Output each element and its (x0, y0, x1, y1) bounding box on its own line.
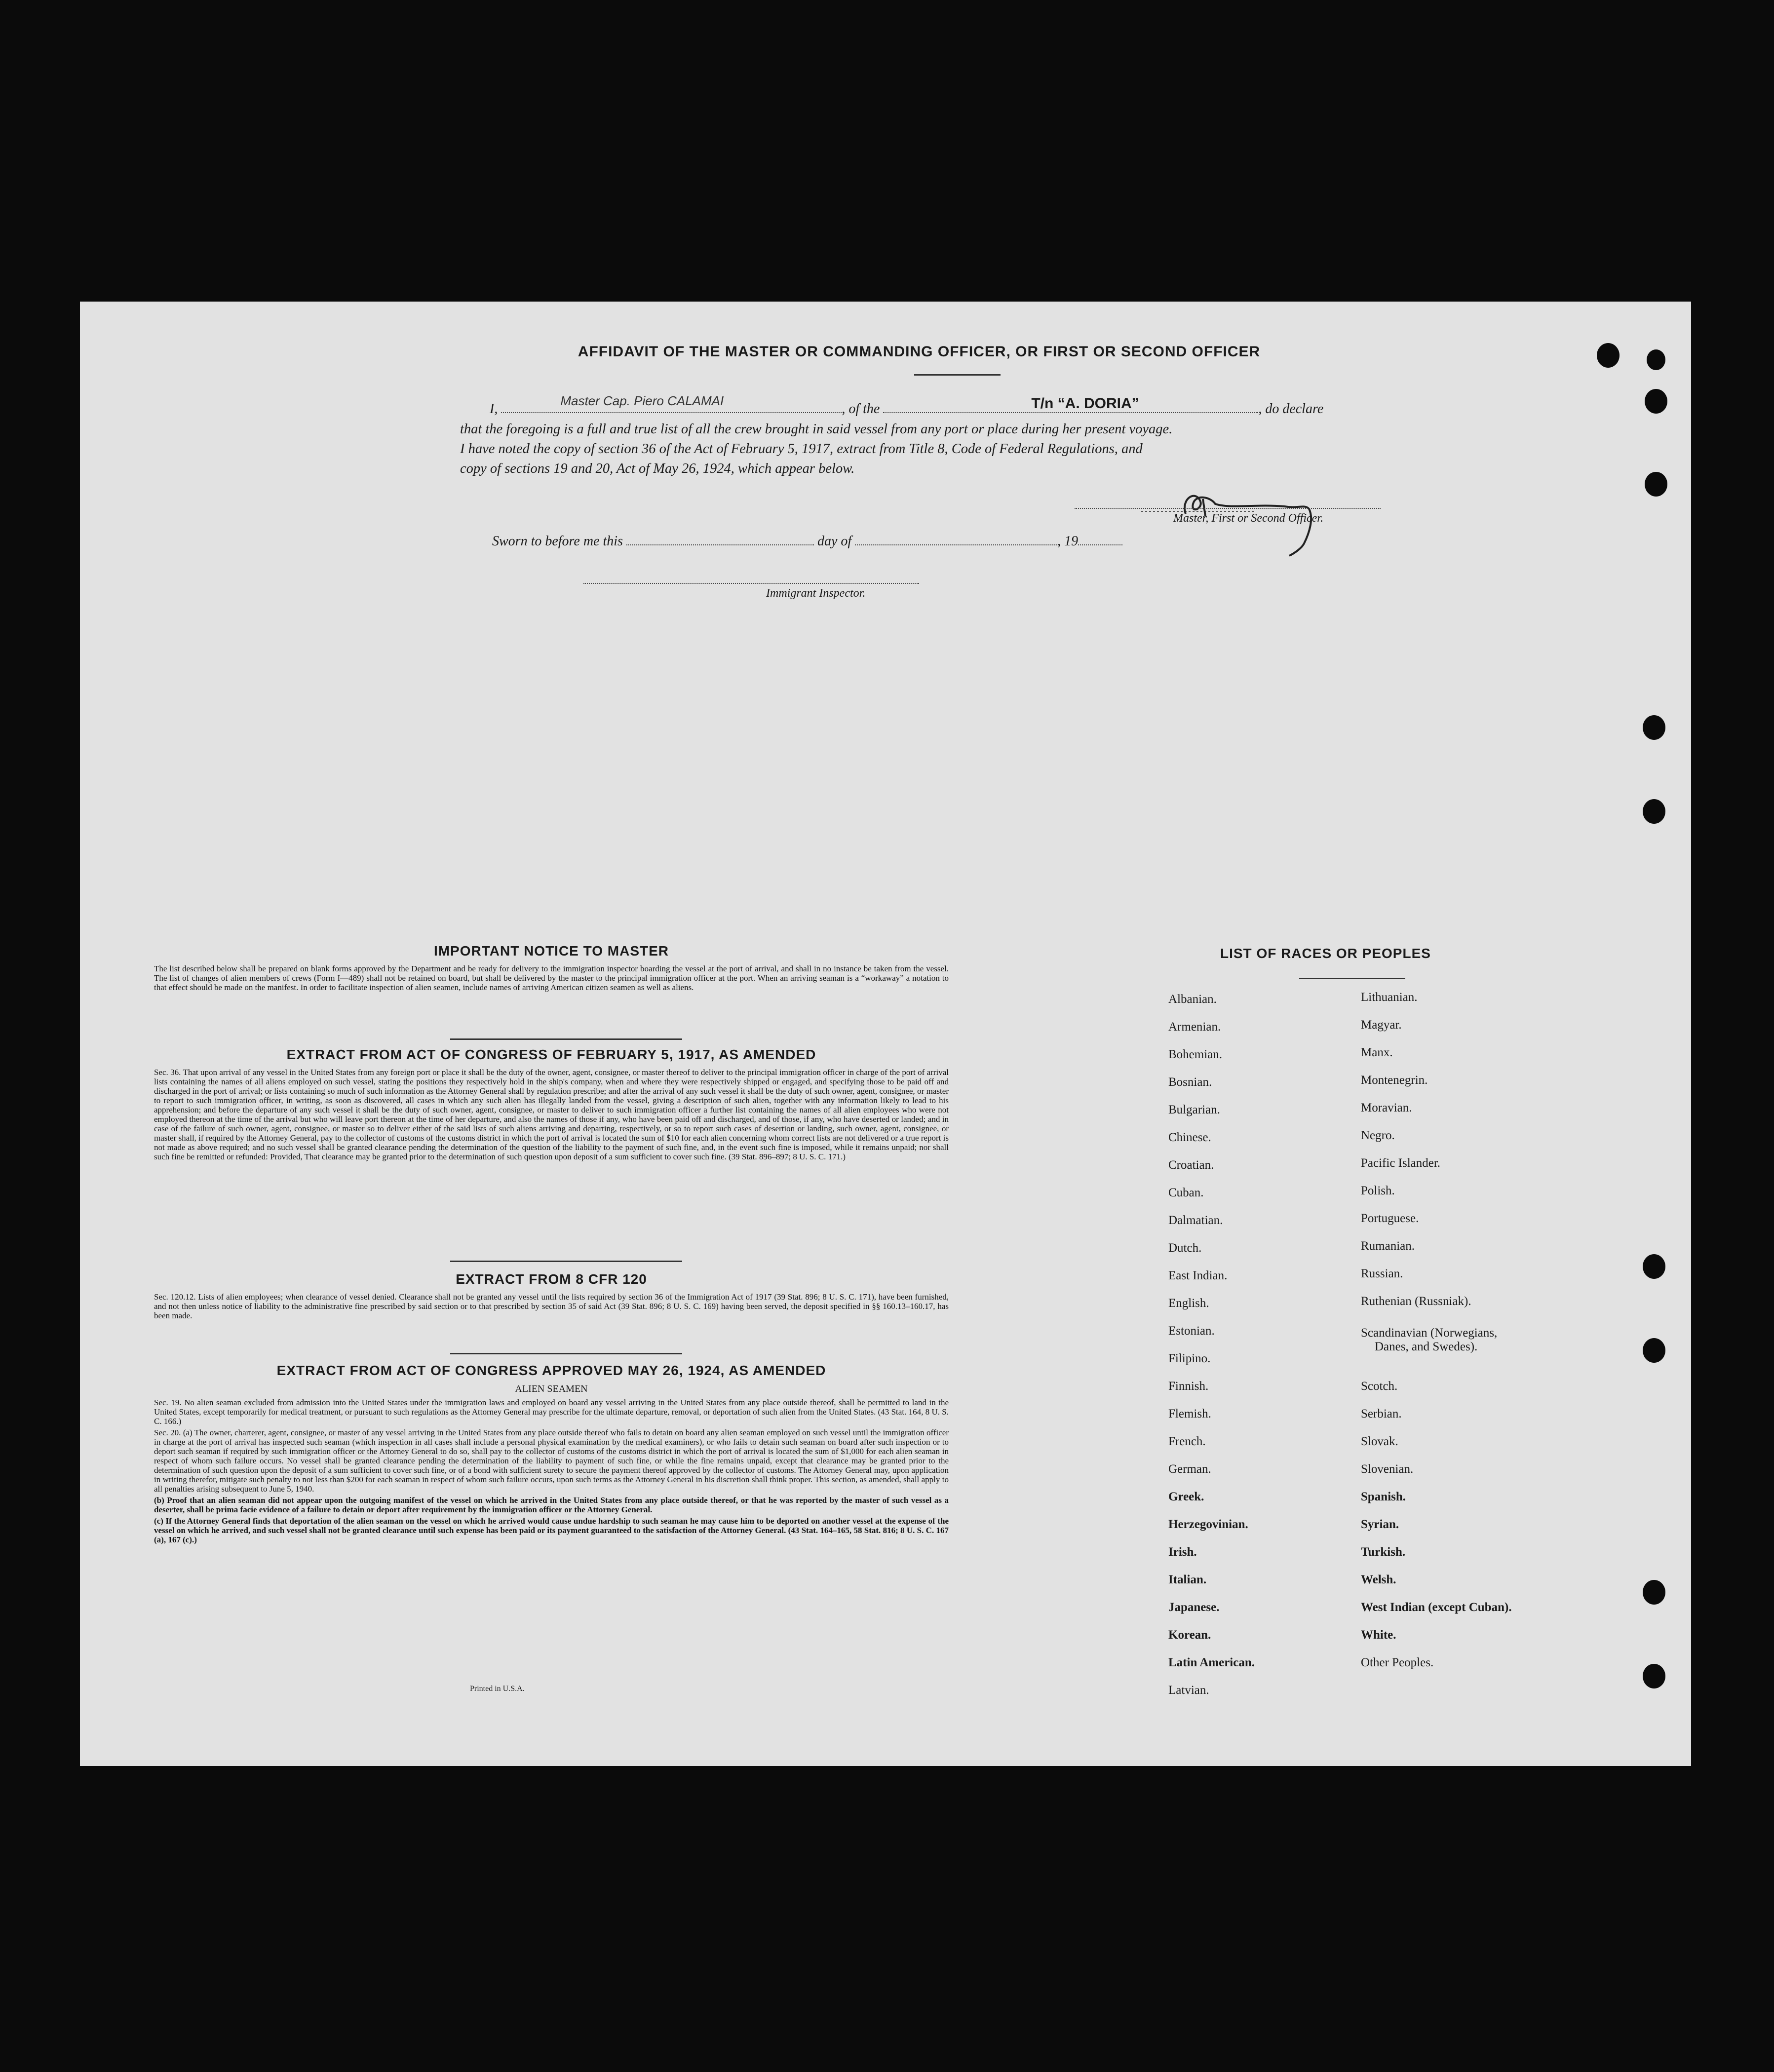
punch-hole (1643, 1580, 1665, 1605)
affidavit-line-1 (490, 393, 1467, 420)
sworn-line (492, 533, 1122, 549)
master-name-value: Master Cap. Piero CALAMAI (560, 393, 724, 408)
race-item: Estonian. (1168, 1324, 1215, 1338)
affidavit-line-4: copy of sections 19 and 20, Act of May 26, 1924, which appear below. (460, 461, 855, 476)
race-item: Other Peoples. (1361, 1656, 1434, 1669)
race-item: White. (1361, 1628, 1396, 1642)
race-item: Serbian. (1361, 1407, 1402, 1420)
title-rule (914, 374, 1001, 376)
punch-hole (1645, 389, 1667, 414)
race-item: Filipino. (1168, 1352, 1211, 1365)
extract-1924-title: EXTRACT FROM ACT OF CONGRESS APPROVED MAY 26, 1924, AS AMENDED (276, 1363, 826, 1378)
race-item: German. (1168, 1462, 1211, 1476)
race-item: Montenegrin. (1361, 1074, 1428, 1087)
do-declare-text: , do declare (1258, 401, 1324, 417)
notice-title: IMPORTANT NOTICE TO MASTER (433, 943, 669, 959)
extract-1924-section (154, 1363, 949, 1546)
race-item: Italian. (1168, 1573, 1207, 1586)
race-item: Greek. (1168, 1490, 1204, 1503)
race-item: Finnish. (1168, 1380, 1209, 1393)
race-item: Japanese. (1168, 1601, 1220, 1614)
race-item: Danes, and Swedes). (1375, 1340, 1478, 1353)
race-item: Welsh. (1361, 1573, 1396, 1586)
punch-hole (1643, 799, 1665, 824)
sworn-year-field (1078, 533, 1122, 545)
manifest-page (80, 302, 1691, 1766)
sworn-prefix: Sworn to before me this (492, 534, 623, 549)
sworn-date-field (626, 533, 814, 545)
inspector-line (583, 583, 919, 584)
race-item: Ruthenian (Russniak). (1361, 1295, 1471, 1308)
race-item: Dalmatian. (1168, 1214, 1223, 1227)
punch-hole (1643, 1664, 1665, 1688)
signature-line (1075, 508, 1381, 509)
race-item: French. (1168, 1435, 1206, 1448)
affidavit-title: AFFIDAVIT OF THE MASTER OR COMMANDING OFFICER, OR FIRST OR SECOND OFFICER (578, 344, 1261, 360)
race-item: Magyar. (1361, 1018, 1402, 1032)
extract-1924-sec20b: (b) Proof that an alien seaman did not appear upon the outgoing manifest of the vessel on which he arrived in the United States from any place outside thereof, or that he was reported by the master of such vessel as a deserter, shall be prima facie evidence of a failure to detain or deport after requirement by the immigration officer or the Attorney General. (154, 1496, 949, 1514)
races-title: LIST OF RACES OR PEOPLES (1220, 946, 1431, 961)
extract-cfr-title: EXTRACT FROM 8 CFR 120 (456, 1271, 647, 1287)
race-item: Cuban. (1168, 1186, 1204, 1199)
extract-1924-sec20c: (c) If the Attorney General finds that deportation of the alien seaman on the vessel on which he arrived would cause undue hardship to such seaman he may cause him to be deported on another vessel at the expense of the vessel on which he arrived, and such vessel shall not be granted clearance until such expense has been paid or its payment guaranteed to the satisfaction of the Attorney General. (43 Stat. 164–165, 58 Stat. 816; 8 U. S. C. 167 (a), 167 (c).) (154, 1516, 949, 1544)
race-item: Latin American. (1168, 1656, 1255, 1669)
extract-1924-sec20a: Sec. 20. (a) The owner, charterer, agent, consignee, or master of any vessel arriving in the United States from any place outside thereof who fails to detain on board any alien seaman employed on such vessel until the immigration officer in charge at the port of arrival has inspected such seaman (which inspection in all cases shall include a personal physical examination by the medical examiners), or who fails to detain such seaman on board after such inspection or to deport such seaman if required by such immigration officer or the Attorney General to do so, shall pay to the collector of customs of the customs district in which the port of arrival is located the sum of $1,000 for each alien seaman in respect of whom such failure occurs. No vessel shall be granted clearance pending the determination of the liability to payment of such fine, or while the fine remains unpaid, except that clearance may be granted prior to the determination of such question upon the deposit of a sum sufficient to cover such fine, or of a bond with sufficient surety to secure the payment thereof approved by the collector of customs. The Attorney General may, upon application in writing therefor, mitigate such penalty to not less than $200 for each seaman in respect of whom such failure occurs, upon such terms as the Attorney General in his discretion shall think proper. This section, as amended, shall apply to all penalties arising subsequent to June 5, 1940. (154, 1428, 949, 1494)
inspector-caption: Immigrant Inspector. (766, 587, 866, 600)
race-item: Moravian. (1361, 1101, 1412, 1114)
race-item: Croatian. (1168, 1158, 1214, 1172)
race-item: Turkish. (1361, 1545, 1406, 1559)
printed-in-usa: Printed in U.S.A. (470, 1685, 525, 1693)
race-item: East Indian. (1168, 1269, 1228, 1282)
punch-hole (1643, 1338, 1665, 1363)
race-item: Rumanian. (1361, 1239, 1415, 1253)
race-item: Dutch. (1168, 1241, 1202, 1255)
race-item: Scandinavian (Norwegians, (1361, 1326, 1498, 1340)
affidavit-line-2: that the foregoing is a full and true list of all the crew brought in said vessel from any port or place during her present voyage. (460, 422, 1173, 437)
extract-1924-sec19: Sec. 19. No alien seaman excluded from admission into the United States under the immigration laws and employed on board any vessel arriving in the United States from any place outside thereof, shall be permitted to land in the United States, except temporarily for medical treatment, or pursuant to such regulations as the Attorney General may prescribe for the ultimate departure, removal, or deportation of such alien from the United States. (43 Stat. 164, 8 U. S. C. 166.) (154, 1398, 949, 1426)
race-item: Slovak. (1361, 1435, 1398, 1448)
extract-1917-title: EXTRACT FROM ACT OF CONGRESS OF FEBRUARY 5, 1917, AS AMENDED (286, 1047, 816, 1062)
race-item: Pacific Islander. (1361, 1156, 1441, 1170)
punch-hole (1645, 472, 1667, 497)
vessel-value: T/n “A. DORIA” (1031, 395, 1139, 412)
race-item: Polish. (1361, 1184, 1395, 1197)
extract-cfr-section (154, 1271, 949, 1322)
race-item: Korean. (1168, 1628, 1211, 1642)
sworn-month-field (855, 533, 1057, 545)
race-item: Portuguese. (1361, 1212, 1419, 1225)
extract-cfr-body: Sec. 120.12. Lists of alien employees; when clearance of vessel denied. Clearance shall not be granted any vessel until the lists required by section 36 of the Immigration Act of 1917 (39 Stat. 896; 8 U. S. C. 171), have been furnished, and not then unless notice of liability to the administrative fine prescribed by said section or to that prescribed by section 35 of said Act (39 Stat. 896; 8 U. S. C. 169) having been served, the deposit specified in §§ 160.13–160.17, has been made. (154, 1292, 949, 1320)
races-rule (1299, 978, 1405, 979)
race-item: Syrian. (1361, 1518, 1399, 1531)
race-item: Bulgarian. (1168, 1103, 1220, 1116)
vessel-field (883, 395, 1258, 413)
race-item: Bosnian. (1168, 1075, 1212, 1089)
notice-body: The list described below shall be prepared on blank forms approved by the Department and be ready for delivery to the immigration inspector boarding the vessel at the port of arrival, and shall in no instance be taken from the vessel. The list of changes of alien members of crews (Form I—489) shall not be retained on board, but shall be delivered by the master to the principal immigration officer at the port. When an arriving seaman is a “workaway” a notation to that effect should be made on the manifest. In order to facilitate inspection of alien seamen, include names of arriving American citizen seamen as well as aliens. (154, 964, 949, 992)
race-item: Chinese. (1168, 1131, 1211, 1144)
section-rule (450, 1353, 682, 1354)
master-name-field (501, 393, 842, 413)
signature-caption: Master, First or Second Officer. (1173, 512, 1323, 525)
race-item: Russian. (1361, 1267, 1403, 1280)
section-rule (450, 1038, 682, 1040)
year-prefix: , 19 (1057, 534, 1079, 549)
punch-hole (1643, 1254, 1665, 1279)
race-item: Herzegovinian. (1168, 1518, 1248, 1531)
race-item: Armenian. (1168, 1020, 1221, 1034)
race-item: English. (1168, 1297, 1209, 1310)
race-item: Irish. (1168, 1545, 1197, 1559)
section-rule (450, 1261, 682, 1262)
day-of-text: day of (817, 534, 852, 549)
race-item: Scotch. (1361, 1380, 1398, 1393)
notice-section (154, 943, 949, 994)
race-item: Flemish. (1168, 1407, 1211, 1420)
affidavit-line-3: I have noted the copy of section 36 of the Act of February 5, 1917, extract from Title 8, Code of Federal Regulations, and (460, 441, 1143, 457)
race-item: Negro. (1361, 1129, 1395, 1142)
race-item: Bohemian. (1168, 1048, 1223, 1061)
race-item: Lithuanian. (1361, 991, 1418, 1004)
race-item: Spanish. (1361, 1490, 1406, 1503)
punch-hole (1643, 715, 1665, 740)
of-the-text: , of the (842, 401, 880, 417)
extract-1924-subtitle: ALIEN SEAMEN (515, 1383, 588, 1394)
race-item: Manx. (1361, 1046, 1393, 1059)
extract-1917-body: Sec. 36. That upon arrival of any vessel in the United States from any foreign port or place it shall be the duty of the owner, agent, consignee, or master thereof to deliver to the principal immigration officer in charge of the port of arrival lists containing the names of all aliens employed on such vessel, stating the positions they respectively hold in the ship's company, when and where they were respectively shipped or engaged, and specifying those to be paid off and discharged in the port of arrival; or lists containing so much of such information as the Attorney General shall by regulation prescribe; and after the arrival of any such vessel it shall be the duty of such owner, agent, consignee, or master to report to such immigration officer, in writing, as soon as discovered, all cases in which any such alien has illegally landed from the vessel, giving a description of such alien, together with any information likely to lead to his apprehension; and before the departure of any such vessel it shall be the duty of such owner, agent, consignee, or master to deliver to such immigration officer a further list containing the names of all alien employees who were not employed thereon at the time of the arrival but who will leave port thereon at the time of her departure, and also the names of those if any, who have been paid off and discharged, and of those, if any, who have deserted or landed; and in case of the failure of such owner, agent, consignee, or master so to deliver either of the said lists of such aliens arriving and departing, respectively, or so to report such cases of desertion or landing, such owner, agent, consignee, or master shall, if required by the Attorney General, pay to the collector of customs of the customs district in which the port of arrival is located the sum of $10 for each alien concerning whom correct lists are not delivered or a true report is not made as above required; and no such vessel shall be granted clearance pending the determination of the question of the liability to the payment of such fine, and, in the event such fine is imposed, while it remains unpaid; nor shall such fine be remitted or refunded: Provided, That clearance may be granted prior to the determination of such question upon deposit of a sum sufficient to cover such fine. (39 Stat. 896–897; 8 U. S. C. 171.) (154, 1068, 949, 1161)
race-item: Slovenian. (1361, 1462, 1414, 1476)
race-item: Latvian. (1168, 1684, 1209, 1697)
extract-1917-section (154, 1047, 949, 1163)
race-item: Albanian. (1168, 993, 1217, 1006)
race-item: West Indian (except Cuban). (1361, 1601, 1512, 1614)
pronoun-i: I, (490, 401, 498, 417)
